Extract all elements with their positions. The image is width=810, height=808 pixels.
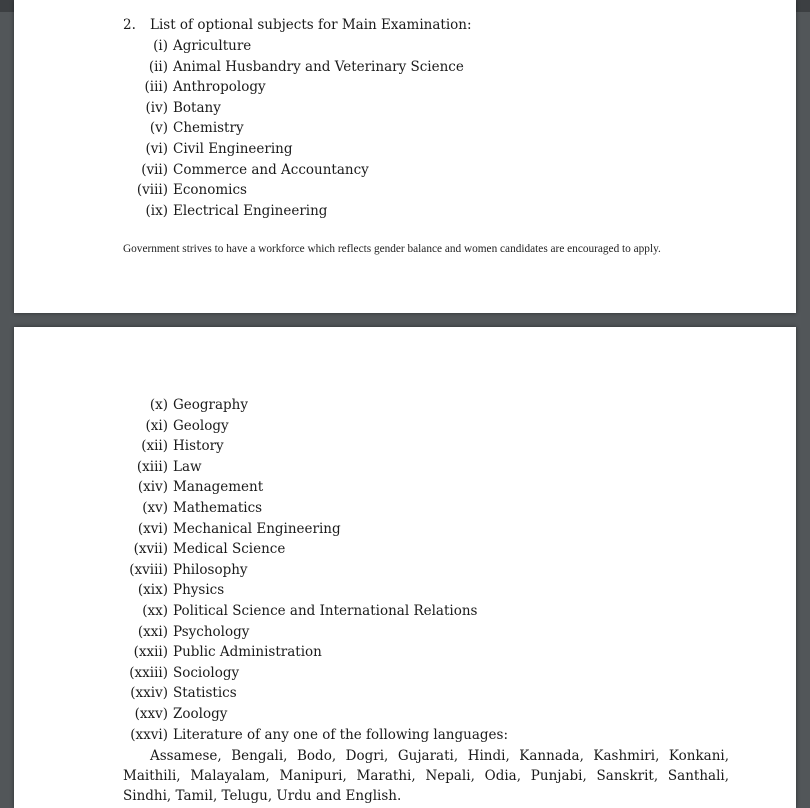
item-numeral: (xxii) [133,644,168,661]
item-numeral: (xxvi) [130,726,168,743]
item-label: Psychology [173,623,250,640]
item-label: Political Science and International Relations [173,603,478,619]
list-item [14,580,774,600]
item-label: Law [173,458,202,475]
list-item [14,201,774,221]
item-label: Economics [173,182,247,199]
list-item [14,725,774,745]
item-label: Chemistry [173,120,244,137]
item-label: Mathematics [173,500,263,516]
document-page-1 [14,0,796,313]
item-numeral: (xvi) [137,520,168,537]
list-item [14,77,774,97]
list-item [14,160,774,180]
item-numeral: (x) [149,397,168,413]
item-label: Electrical Engineering [173,202,328,219]
item-label: Medical Science [173,541,286,558]
item-label: Civil Engineering [173,141,293,157]
item-label: Commerce and Accountancy [173,161,369,178]
item-numeral: (iii) [144,79,168,96]
section-number: 2. [123,17,136,33]
item-label: Geography [173,397,249,413]
item-label: Literature of any one of the following languages: [173,726,508,743]
list-item [14,539,774,559]
item-label: Anthropology [173,79,266,96]
document-page-2 [14,327,796,808]
list-item [14,642,774,662]
list-item [14,57,774,77]
list-item [14,498,774,518]
list-item [14,601,774,621]
list-item [14,663,774,683]
item-numeral: (xi) [145,417,168,434]
item-label: Public Administration [173,644,322,661]
item-label: Sociology [173,664,240,681]
list-item [14,180,774,200]
item-numeral: (xv) [142,500,168,516]
item-numeral: (xiii) [136,458,168,475]
item-label: Animal Husbandry and Veterinary Science [173,58,464,75]
item-label: Management [173,479,264,496]
item-numeral: (xvii) [133,541,168,558]
item-numeral: (ix) [145,202,168,219]
item-numeral: (xxv) [134,706,168,722]
list-item [14,98,774,118]
item-numeral: (ii) [148,58,168,75]
item-label: Philosophy [173,561,248,578]
list-item [14,560,774,580]
item-numeral: (i) [153,38,168,54]
item-numeral: (xii) [141,438,168,455]
languages-paragraph: Assamese, Bengali, Bodo, Dogri, Gujarati, Hindi, Kannada, Kashmiri, Konkani, Maithili, Malayalam, Manipuri, Marathi, Nepali, Odia, Punjabi, Sanskrit, Santhali, Sindhi, Tamil, Telugu, Urdu and English. [123,748,729,804]
item-numeral: (xiv) [137,479,168,496]
list-item [14,704,774,724]
list-item [14,395,774,415]
section-heading [123,16,472,34]
list-item [14,457,774,477]
list-item [14,36,774,56]
item-numeral: (iv) [145,99,168,116]
item-numeral: (xix) [137,582,168,599]
item-numeral: (xx) [142,603,168,619]
gender-balance-notice: Government strives to have a workforce which reflects gender balance and women candidates are encouraged to apply. [123,243,661,255]
item-numeral: (vii) [141,161,168,178]
item-numeral: (viii) [136,182,168,199]
item-numeral: (xxiv) [130,685,168,702]
list-item [14,477,774,497]
item-numeral: (xviii) [129,561,168,578]
list-item [14,436,774,456]
section-title: List of optional subjects for Main Examination: [150,17,472,33]
list-item [14,519,774,539]
list-item [14,683,774,703]
item-label: Physics [173,582,225,599]
item-label: Geology [173,417,229,434]
list-item [14,139,774,159]
item-numeral: (v) [149,120,168,137]
item-numeral: (xxi) [137,623,168,640]
item-label: History [173,438,224,455]
item-label: Statistics [173,685,237,702]
list-item [14,118,774,138]
item-label: Mechanical Engineering [173,520,341,537]
item-numeral: (vi) [145,141,168,157]
item-numeral: (xxiii) [129,664,168,681]
item-label: Agriculture [173,38,252,54]
list-item [14,622,774,642]
list-item [14,416,774,436]
item-label: Zoology [173,706,228,722]
item-label: Botany [173,99,221,116]
